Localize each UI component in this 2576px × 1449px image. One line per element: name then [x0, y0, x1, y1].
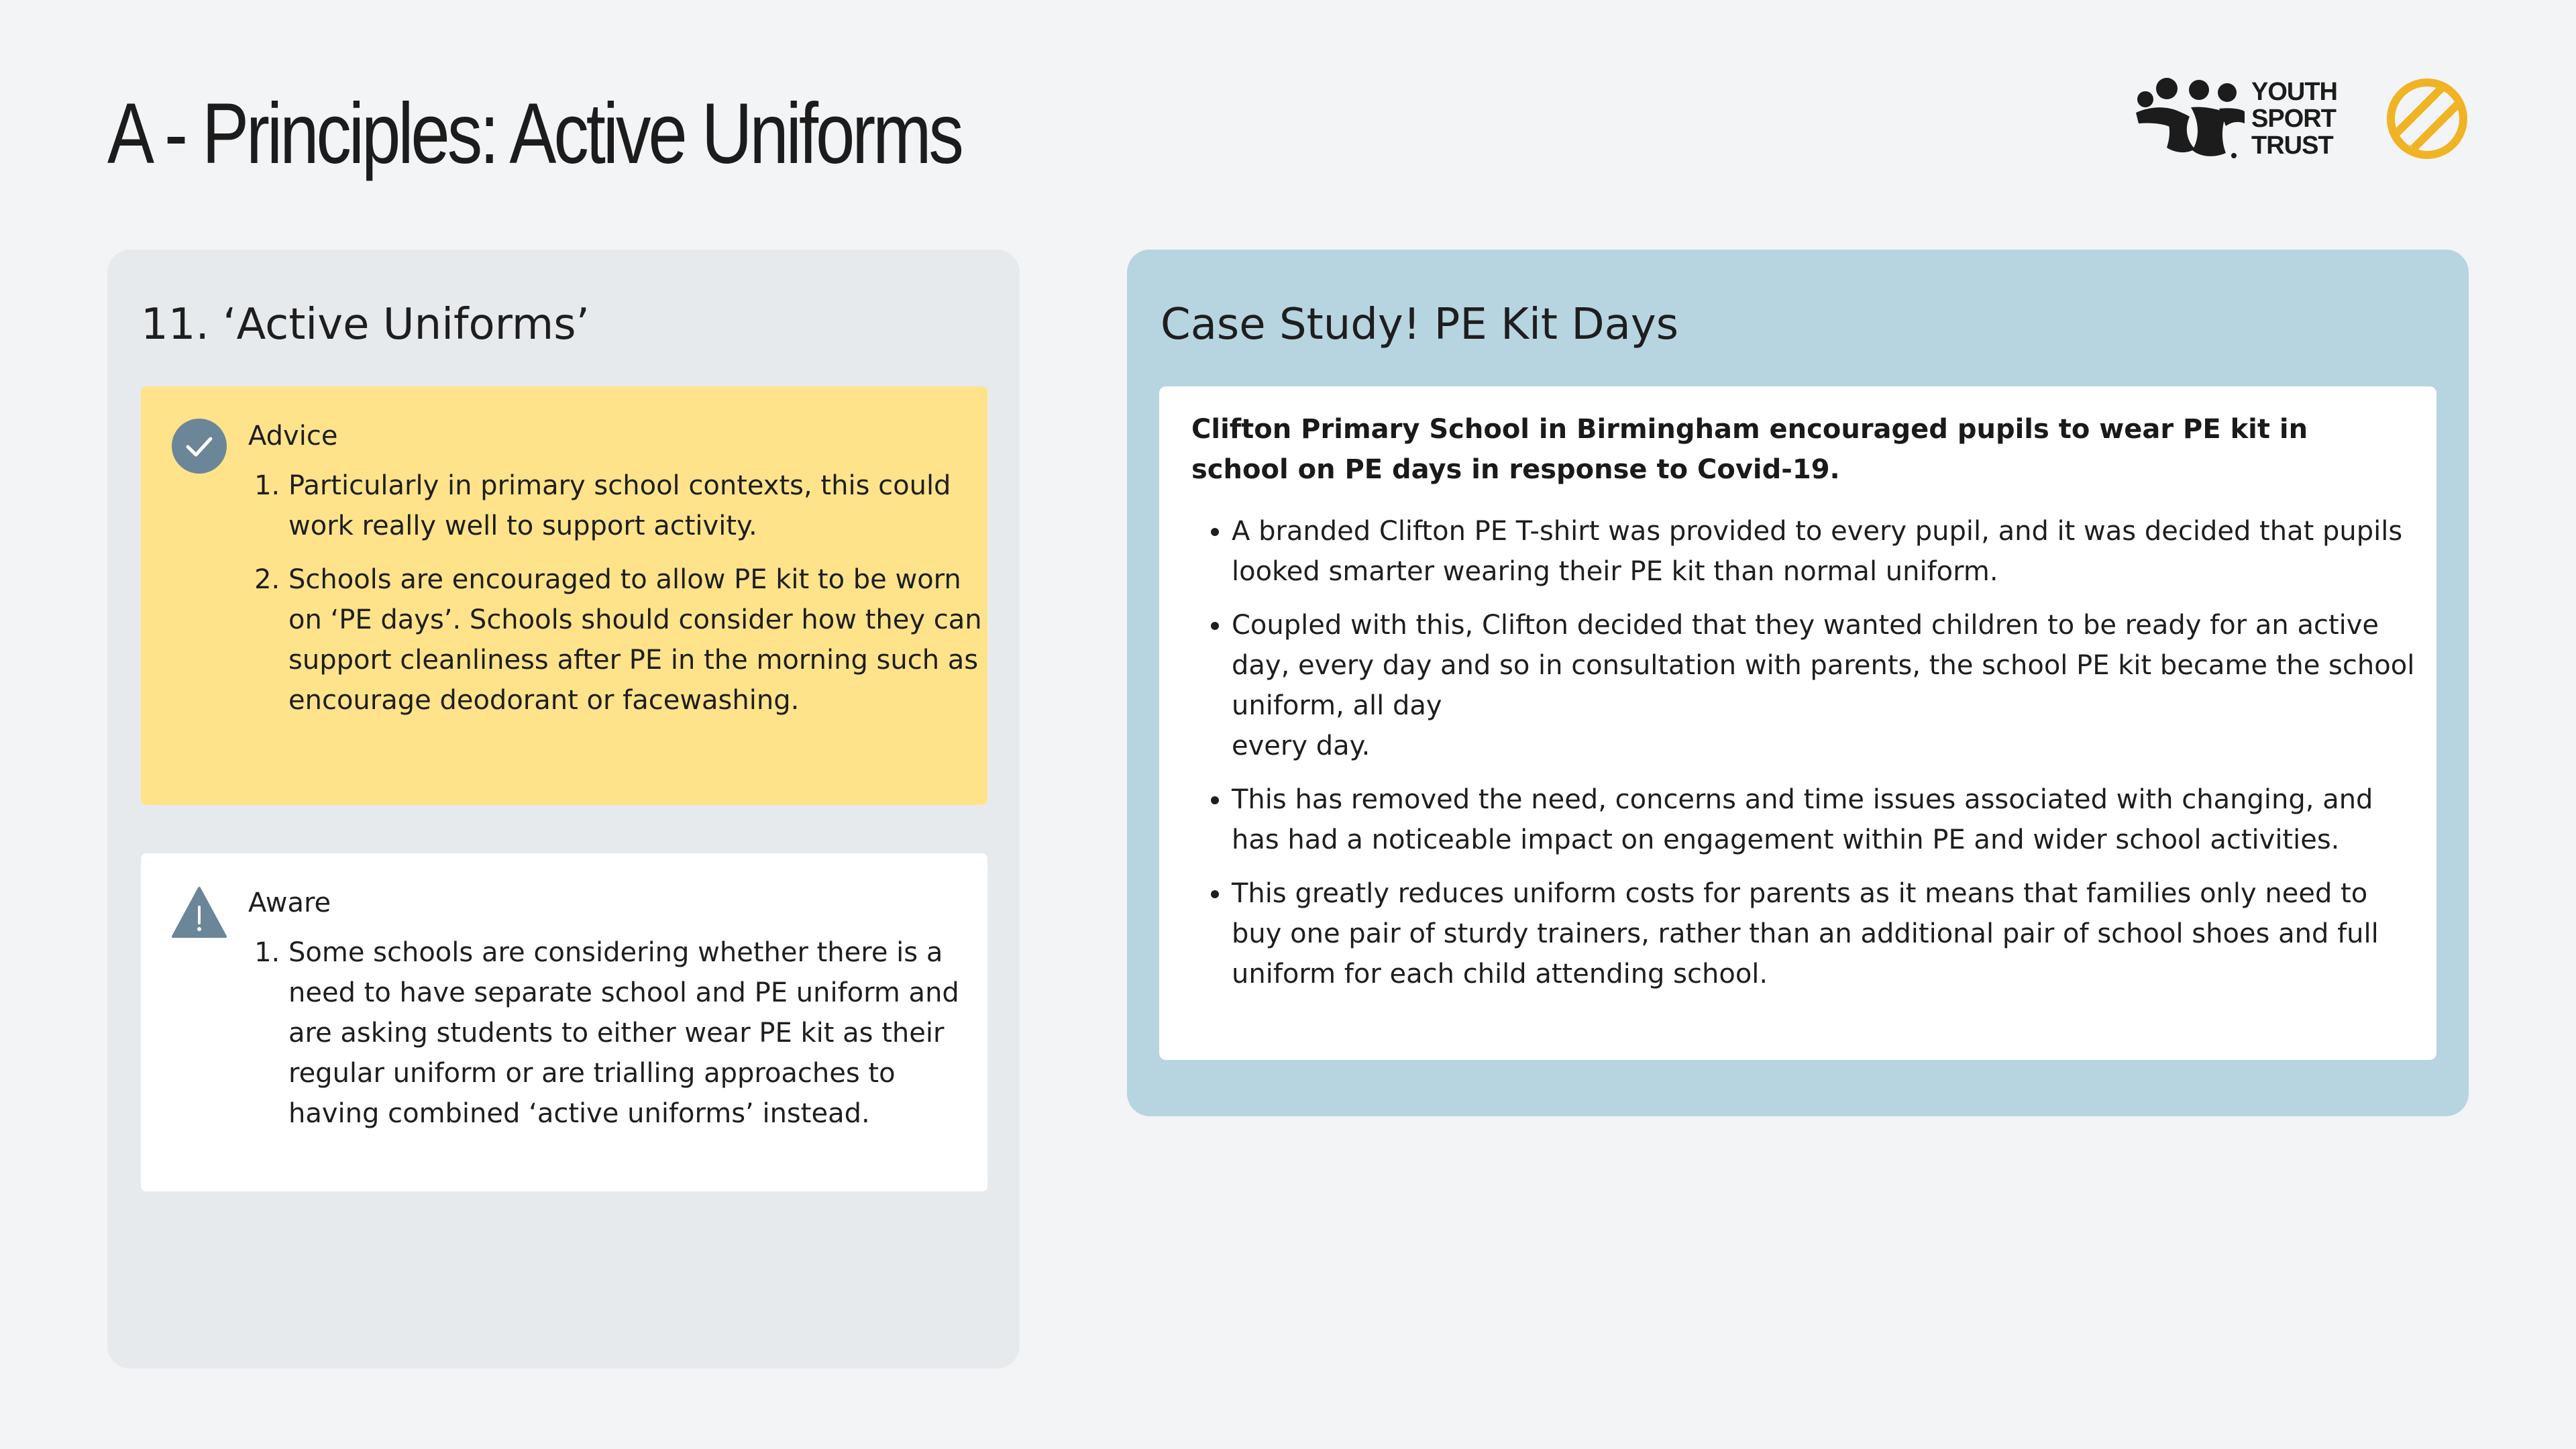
advice-box — [141, 386, 987, 805]
youth-sport-trust-logo — [2133, 75, 2337, 162]
case-study-bullet: • A branded Clifton PE T-shirt was provided to every pupil, and it was decided that pupils looked smarter wearing their PE kit than normal uniform. — [1232, 511, 2419, 592]
advice-list — [248, 466, 993, 734]
advice-item: 2. Schools are encouraged to allow PE kit to be worn on ‘PE days’. Schools should consider how they can support cleanliness after PE in the morning such as encourage deodorant or facewashing. — [288, 559, 993, 720]
header-logos — [2133, 75, 2469, 162]
active-uniforms-heading: 11. ‘Active Uniforms’ — [141, 300, 590, 350]
striped-circle-badge-icon — [2385, 77, 2469, 160]
aware-box — [141, 853, 987, 1191]
case-study-intro: Clifton Primary School in Birmingham encouraged pupils to wear PE kit in school on PE days in response to Covid-19. — [1191, 414, 2308, 485]
aware-title: Aware — [248, 888, 331, 918]
case-study-heading: Case Study! PE Kit Days — [1161, 300, 1679, 350]
case-study-bullet: • This greatly reduces uniform costs for parents as it means that families only need to buy one pair of sturdy trainers, rather than an additional pair of school shoes and full uniform for each child attending school. — [1232, 873, 2419, 994]
aware-list — [248, 932, 993, 1147]
case-study-bullet — [1232, 605, 2419, 766]
case-study-card — [1159, 386, 2436, 1060]
page-title: A - Principles: Active Uniforms — [107, 86, 961, 182]
case-study-bullet: • This has removed the need, concerns and time issues associated with changing, and has had a noticeable impact on engagement within PE and wider school activities. — [1232, 780, 2419, 860]
logo-text-sport: SPORT — [2251, 105, 2336, 133]
case-study-bullet-tail: every day. — [1232, 731, 1371, 761]
warning-triangle-icon — [172, 885, 227, 941]
youth-sport-trust-figures-icon — [2133, 75, 2246, 162]
youth-sport-trust-wordmark — [2251, 78, 2337, 159]
advice-item: 1. Particularly in primary school contexts, this could work really well to support activity. — [288, 466, 993, 546]
advice-title: Advice — [248, 421, 338, 451]
logo-text-youth: YOUTH — [2251, 78, 2337, 106]
case-study-panel — [1127, 250, 2469, 1116]
active-uniforms-panel — [107, 250, 1020, 1368]
logo-text-trust: TRUST — [2251, 131, 2333, 160]
check-circle-icon — [172, 419, 227, 474]
case-study-bullets — [1191, 511, 2419, 1008]
case-study-bullet-text: • Coupled with this, Clifton decided that they wanted children to be ready for an active day, every day and so in consultation with parents, the school PE kit became the school uniform, all day — [1232, 610, 2415, 721]
aware-item: 1. Some schools are considering whether there is a need to have separate school and PE uniform and are asking students to either wear PE kit as their regular uniform or are trialling approaches to having combined ‘active uniforms’ instead. — [288, 932, 993, 1134]
